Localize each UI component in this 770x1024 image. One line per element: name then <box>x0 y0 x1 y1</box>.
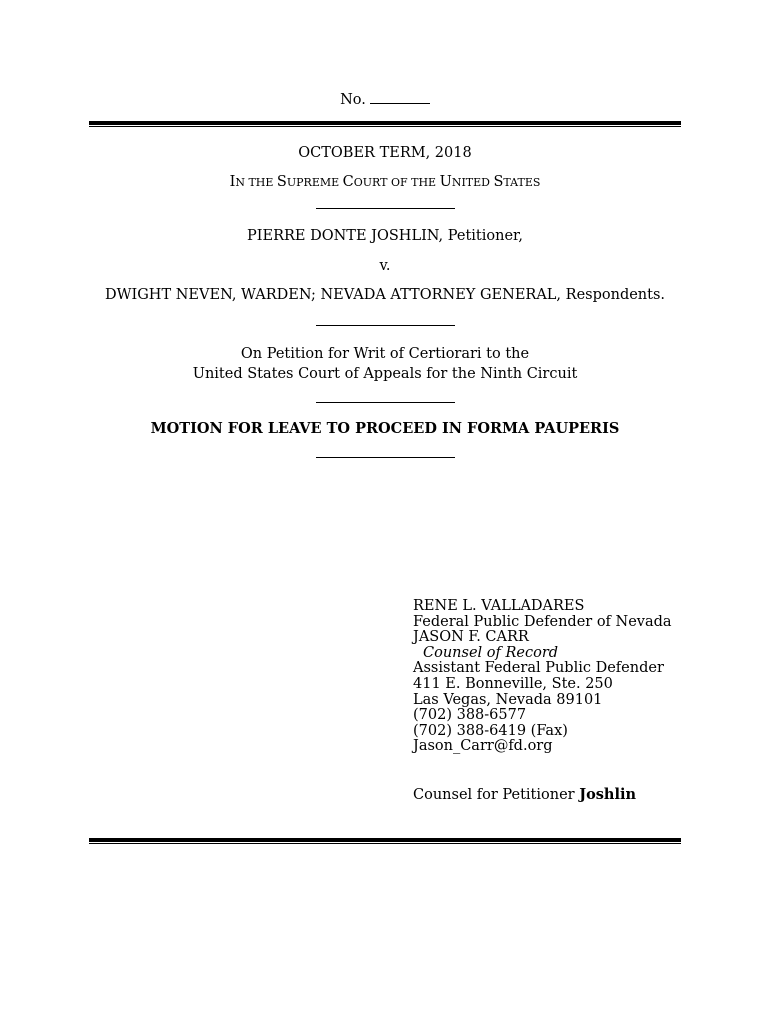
counsel-address-1: 411 E. Bonneville, Ste. 250 <box>413 675 613 692</box>
counsel-title-1: Federal Public Defender of Nevada <box>413 613 672 630</box>
court-name <box>0 174 770 191</box>
counsel-of-record: Counsel of Record <box>423 644 559 661</box>
counsel-email[interactable]: Jason_Carr@fd.org <box>413 738 553 755</box>
motion-title: MOTION FOR LEAVE TO PROCEED IN FORMA PAUPERIS <box>150 420 620 437</box>
bottom-divider <box>89 838 681 844</box>
counsel-name-1: RENE L. VALLADARES <box>413 598 585 614</box>
versus-line: v. <box>379 258 391 274</box>
respondents-line: DWIGHT NEVEN, WARDEN; NEVADA ATTORNEY GENERAL, Respondents. <box>104 287 666 303</box>
divider-rule-2 <box>316 325 455 326</box>
court-part-4-rest: NITED <box>451 176 494 189</box>
counsel-fax: (702) 388-6419 (Fax) <box>413 722 568 739</box>
petitioner-line: PIERRE DONTE JOSHLIN, Petitioner, <box>247 228 523 244</box>
counsel-name-2: JASON F. CARR <box>413 629 529 646</box>
counsel-block <box>413 599 672 755</box>
court-part-3-rest: OURT OF THE <box>353 176 440 189</box>
top-divider <box>89 121 681 127</box>
divider-rule-4 <box>316 457 455 458</box>
counsel-for-name: Joshlin <box>579 786 637 803</box>
court-part-2-cap: S <box>276 174 287 190</box>
counsel-address-2: Las Vegas, Nevada 89101 <box>413 691 603 708</box>
counsel-phone: (702) 388-6577 <box>413 707 527 724</box>
petition-line-2: United States Court of Appeals for the Ninth Circuit <box>192 366 578 382</box>
court-part-4-cap: U <box>439 174 452 190</box>
court-part-5-rest: TATES <box>503 176 541 189</box>
docket-number <box>0 91 770 109</box>
court-part-2-rest: UPREME <box>286 176 343 189</box>
divider-rule-3 <box>316 402 455 403</box>
counsel-for-label: Counsel for Petitioner <box>413 787 575 803</box>
docket-blank <box>370 91 430 104</box>
court-part-5-cap: S <box>493 174 504 190</box>
counsel-for-line <box>413 787 636 804</box>
counsel-title-2: Assistant Federal Public Defender <box>413 660 664 677</box>
court-part-1-rest: N THE <box>235 176 277 189</box>
court-part-3-cap: C <box>342 174 354 190</box>
docket-label: No. <box>340 92 366 108</box>
court-part-1-cap: I <box>229 174 236 190</box>
petition-line-1: On Petition for Writ of Certiorari to the <box>240 346 530 362</box>
divider-rule-1 <box>316 208 455 209</box>
term-heading: OCTOBER TERM, 2018 <box>298 145 472 161</box>
